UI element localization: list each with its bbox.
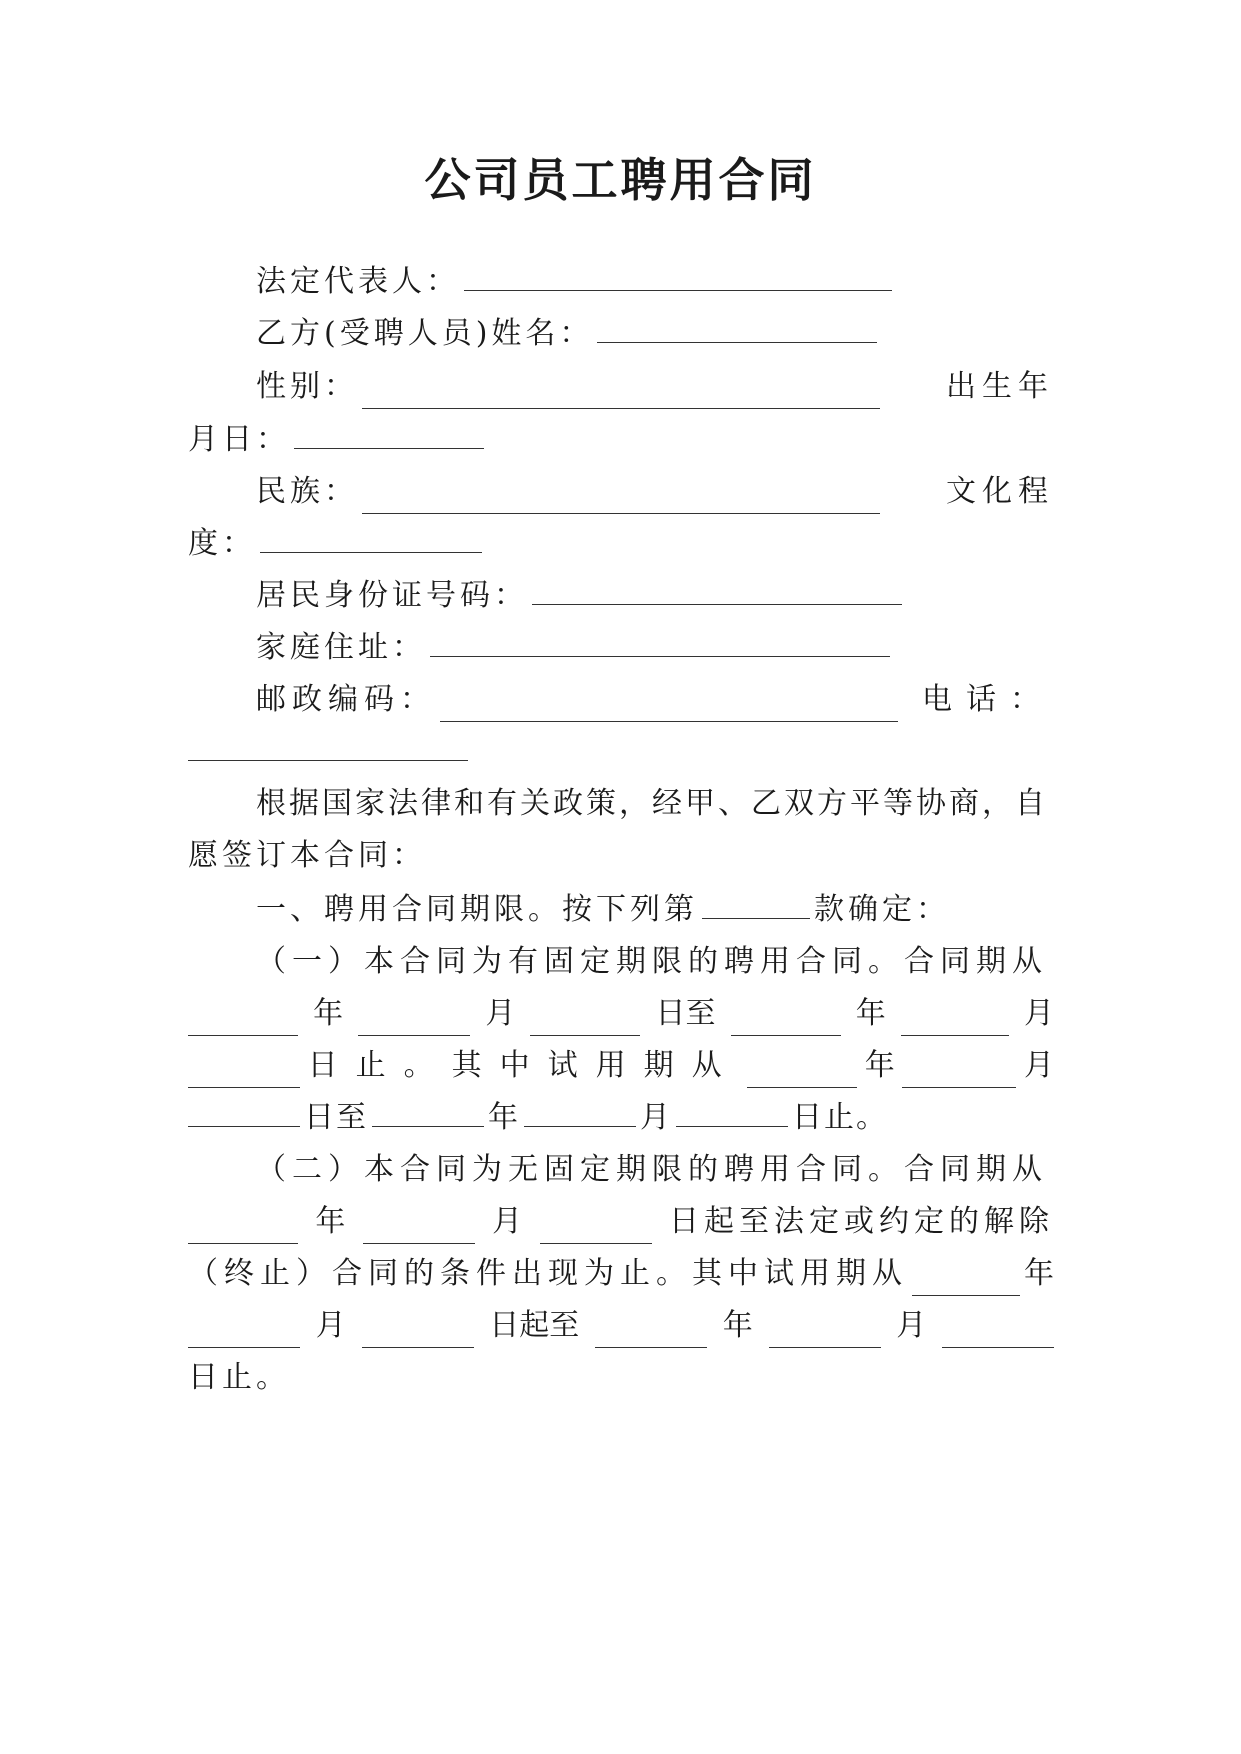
gender-line xyxy=(256,365,1054,409)
gender-label: 性别： xyxy=(256,369,358,404)
clause2-line-2 xyxy=(188,1200,1054,1244)
clause1-line-3 xyxy=(188,1044,1054,1088)
clause1-probation-start-day-blank[interactable] xyxy=(188,1096,300,1127)
education-label-part1: 文化程 xyxy=(946,474,1054,509)
year-unit: 年 xyxy=(488,1100,520,1135)
clause2-probation-end-month-blank[interactable] xyxy=(769,1317,881,1348)
clause1-end-month-blank[interactable] xyxy=(901,1005,1009,1036)
clause2-start-day-blank[interactable] xyxy=(540,1213,652,1244)
birth-label-part2: 月日： xyxy=(188,422,290,457)
day-to-unit: 日至 xyxy=(655,996,716,1031)
clause1-line-4 xyxy=(188,1096,1054,1140)
month-unit: 月 xyxy=(1023,996,1054,1031)
clause1-start-month-blank[interactable] xyxy=(358,1005,470,1036)
clause2-start-year-blank[interactable] xyxy=(188,1213,298,1244)
clause2-start-text: 日起至 xyxy=(489,1308,580,1343)
clause1-start-year-blank[interactable] xyxy=(188,1005,298,1036)
year-unit: 年 xyxy=(315,1204,346,1239)
clause1-probation-start-month-blank[interactable] xyxy=(902,1057,1016,1088)
ethnicity-label: 民族： xyxy=(256,474,358,509)
clause2-line2-text: 日起至法定或约定的解除 xyxy=(668,1204,1054,1239)
year-unit: 年 xyxy=(855,996,886,1031)
month-unit: 月 xyxy=(492,1204,523,1239)
phone-line xyxy=(188,730,1054,774)
year-unit: 年 xyxy=(1024,1256,1054,1291)
gender-blank[interactable] xyxy=(362,378,880,409)
clause2-probation-start-day-blank[interactable] xyxy=(362,1317,474,1348)
clause1-probation-end-day-blank[interactable] xyxy=(676,1096,788,1127)
id-number-line xyxy=(256,574,1054,618)
clause1-line-1: （一）本合同为有固定期限的聘用合同。合同期从 xyxy=(256,944,1048,979)
clause2-line-3 xyxy=(188,1252,1054,1296)
year-unit: 年 xyxy=(722,1308,753,1343)
month-unit: 月 xyxy=(315,1308,346,1343)
clause1-probation-text: 日止。其中试用期从 xyxy=(307,1048,740,1083)
ethnicity-line xyxy=(256,470,1054,514)
legal-rep-label: 法定代表人： xyxy=(256,264,460,299)
clause1-probation-start-year-blank[interactable] xyxy=(747,1057,857,1088)
month-unit: 月 xyxy=(896,1308,927,1343)
clause1-line-2 xyxy=(188,992,1054,1036)
party-b-name-blank[interactable] xyxy=(597,312,877,343)
clause2-probation-end-day-blank[interactable] xyxy=(942,1317,1054,1348)
legal-rep-blank[interactable] xyxy=(464,260,892,291)
postcode-label: 邮政编码： xyxy=(256,682,436,717)
birth-blank[interactable] xyxy=(294,418,484,449)
address-label: 家庭住址： xyxy=(256,630,426,665)
clause2-line3-text: （终止）合同的条件出现为止。其中试用期从 xyxy=(188,1256,908,1291)
day-to-unit: 日至 xyxy=(304,1100,368,1135)
id-number-label: 居民身份证号码： xyxy=(256,578,528,613)
month-unit: 月 xyxy=(485,996,516,1031)
postcode-blank[interactable] xyxy=(440,691,898,722)
year-unit: 年 xyxy=(313,996,344,1031)
address-line xyxy=(256,626,1054,670)
clause1-end-year-blank[interactable] xyxy=(731,1005,841,1036)
year-unit: 年 xyxy=(864,1048,895,1083)
legal-rep-line xyxy=(256,260,1054,304)
page-title: 公司员工聘用合同 xyxy=(424,153,817,207)
phone-label: 电话： xyxy=(922,682,1054,717)
clause2-probation-start-year-blank[interactable] xyxy=(912,1265,1020,1296)
ethnicity-blank[interactable] xyxy=(362,483,880,514)
clause2-line-4 xyxy=(188,1304,1054,1348)
clause1-probation-end-year-blank[interactable] xyxy=(372,1096,484,1127)
education-line xyxy=(188,522,1054,566)
month-unit: 月 xyxy=(640,1100,672,1135)
section1-heading-b: 款确定： xyxy=(814,892,950,927)
month-unit: 月 xyxy=(1023,1048,1054,1083)
intro-line-1: 根据国家法律和有关政策，经甲、乙双方平等协商，自 xyxy=(256,786,1048,821)
intro-line-2: 愿签订本合同： xyxy=(188,838,426,873)
party-b-name-line xyxy=(256,312,1054,356)
birth-line xyxy=(188,418,1054,462)
clause2-probation-end-year-blank[interactable] xyxy=(595,1317,707,1348)
section1-heading xyxy=(256,888,1054,932)
clause1-probation-end-month-blank[interactable] xyxy=(524,1096,636,1127)
phone-blank[interactable] xyxy=(188,730,468,761)
clause2-start-month-blank[interactable] xyxy=(363,1213,475,1244)
education-blank[interactable] xyxy=(260,522,482,553)
clause2-probation-start-month-blank[interactable] xyxy=(188,1317,300,1348)
party-b-name-label: 乙方(受聘人员)姓名： xyxy=(256,316,594,351)
clause1-end-text: 日止。 xyxy=(792,1100,888,1135)
birth-label-part1: 出生年 xyxy=(946,369,1054,404)
clause2-line-1: （二）本合同为无固定期限的聘用合同。合同期从 xyxy=(256,1152,1048,1187)
clause1-end-day-blank[interactable] xyxy=(188,1057,300,1088)
section1-clause-blank[interactable] xyxy=(702,888,810,919)
id-number-blank[interactable] xyxy=(532,574,902,605)
clause1-start-day-blank[interactable] xyxy=(530,1005,640,1036)
address-blank[interactable] xyxy=(430,626,890,657)
section1-heading-a: 一、聘用合同期限。按下列第 xyxy=(256,892,698,927)
clause2-end-line: 日止。 xyxy=(188,1360,290,1395)
education-label-part2: 度： xyxy=(188,526,256,561)
postcode-line xyxy=(256,678,1054,722)
